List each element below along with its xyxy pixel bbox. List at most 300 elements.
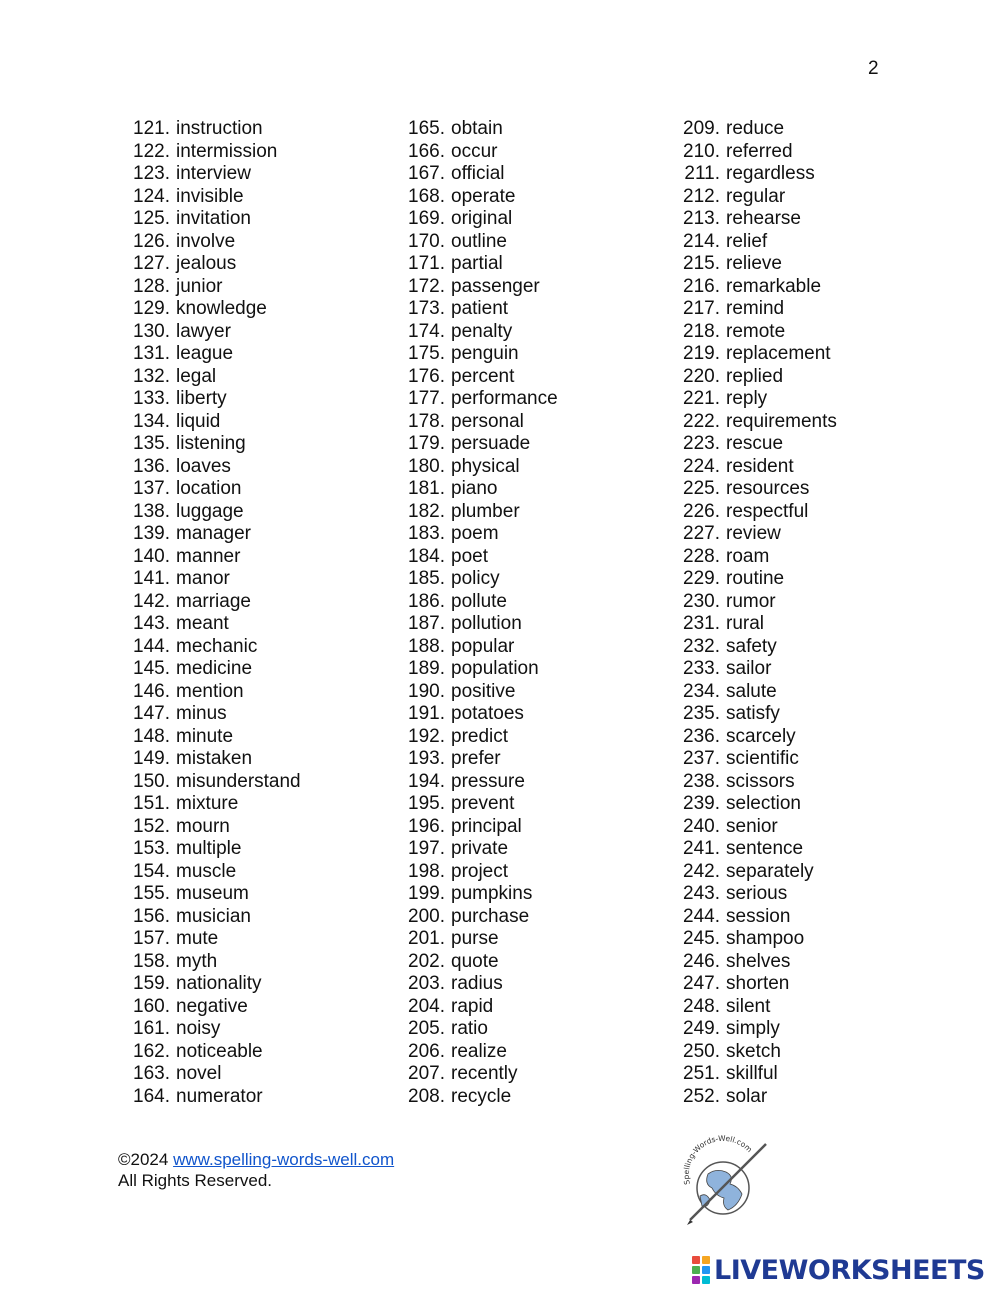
word-text: sketch — [726, 1040, 781, 1062]
word-list-item — [110, 1086, 301, 1109]
word-list-item — [660, 411, 837, 434]
word-list-item — [660, 478, 837, 501]
word-text: loaves — [176, 455, 231, 477]
word-list-item — [660, 141, 837, 164]
liveworksheets-brand-text: LIVEWORKSHEETS — [714, 1254, 985, 1286]
word-text: penalty — [451, 320, 513, 342]
word-number: 175. — [408, 343, 445, 364]
word-number: 197. — [408, 838, 445, 859]
word-list-item — [110, 973, 301, 996]
word-number: 187. — [408, 613, 445, 634]
word-list-item — [385, 568, 558, 591]
word-number: 230. — [683, 590, 720, 612]
word-list-item — [110, 456, 301, 479]
word-text: mourn — [176, 815, 230, 837]
word-list-item — [110, 343, 301, 366]
word-list-item — [110, 883, 301, 906]
word-column-3 — [660, 118, 837, 1108]
word-list-item — [110, 276, 301, 299]
word-list-item — [660, 298, 837, 321]
word-list-item — [660, 208, 837, 231]
word-text: manager — [176, 523, 251, 544]
word-list-item — [660, 456, 837, 479]
word-text: prevent — [451, 793, 515, 814]
spelling-words-well-logo — [668, 1126, 778, 1226]
word-list-item — [660, 861, 837, 884]
word-number: 189. — [408, 658, 445, 679]
word-number: 140. — [133, 545, 170, 567]
word-list-item — [110, 433, 301, 456]
word-number: 174. — [408, 320, 445, 342]
word-number: 193. — [408, 748, 445, 769]
word-text: obtain — [451, 118, 503, 139]
word-list-item — [385, 118, 558, 141]
word-list-item — [660, 906, 837, 929]
word-list-item — [660, 883, 837, 906]
word-list-item — [385, 163, 558, 186]
word-list-item — [385, 411, 558, 434]
word-text: resident — [726, 455, 794, 477]
word-number: 188. — [408, 635, 445, 657]
word-list-item — [660, 816, 837, 839]
word-text: realize — [451, 1040, 507, 1062]
word-text: league — [176, 343, 234, 364]
word-number: 238. — [683, 770, 720, 792]
word-number: 244. — [683, 905, 720, 927]
word-number: 185. — [408, 568, 445, 589]
word-text: shorten — [726, 973, 790, 994]
word-text: remind — [726, 298, 785, 319]
word-text: pumpkins — [451, 883, 533, 904]
word-text: museum — [176, 883, 249, 904]
word-list-item — [110, 861, 301, 884]
word-text: rehearse — [726, 208, 801, 229]
word-list-item — [660, 703, 837, 726]
word-list-item — [385, 613, 558, 636]
word-text: noisy — [176, 1018, 221, 1039]
word-text: quote — [451, 950, 499, 972]
word-list-item — [385, 906, 558, 929]
word-text: sailor — [726, 658, 772, 679]
word-list-item — [110, 1063, 301, 1086]
word-list-item — [660, 186, 837, 209]
word-list-item — [660, 501, 837, 524]
word-list-item — [385, 1063, 558, 1086]
word-number: 133. — [133, 388, 170, 409]
word-number: 225. — [683, 478, 720, 499]
word-list-item — [385, 433, 558, 456]
word-text: pollution — [451, 613, 522, 634]
word-text: performance — [451, 388, 558, 409]
word-list-item — [385, 681, 558, 704]
word-text: purchase — [451, 905, 530, 927]
word-text: numerator — [176, 1085, 263, 1107]
word-number: 123. — [133, 163, 170, 184]
word-text: mute — [176, 928, 219, 949]
word-list-item — [660, 568, 837, 591]
word-number: 125. — [133, 208, 170, 229]
word-text: pressure — [451, 770, 525, 792]
word-list-item — [385, 366, 558, 389]
word-text: penguin — [451, 343, 519, 364]
word-number: 250. — [683, 1040, 720, 1062]
word-number: 171. — [408, 253, 445, 274]
word-list-item — [385, 883, 558, 906]
word-number: 150. — [133, 770, 170, 792]
word-list-item — [660, 321, 837, 344]
word-list-item — [660, 546, 837, 569]
word-text: luggage — [176, 500, 244, 522]
word-list-item — [110, 568, 301, 591]
word-number: 168. — [408, 185, 445, 207]
word-text: remote — [726, 320, 786, 342]
word-text: salute — [726, 680, 777, 702]
word-list-item — [385, 343, 558, 366]
word-list-item — [110, 591, 301, 614]
word-number: 227. — [683, 523, 720, 544]
word-number: 252. — [683, 1085, 720, 1107]
word-list-item — [385, 928, 558, 951]
word-list-item — [110, 1041, 301, 1064]
word-text: ratio — [451, 1018, 488, 1039]
word-number: 154. — [133, 860, 170, 882]
word-number: 228. — [683, 545, 720, 567]
word-list-item — [110, 748, 301, 771]
word-number: 201. — [408, 928, 445, 949]
logo-square — [702, 1266, 710, 1274]
word-number: 170. — [408, 230, 445, 252]
footer — [118, 1149, 394, 1191]
word-text: minute — [176, 725, 234, 747]
word-number: 131. — [133, 343, 170, 364]
word-number: 152. — [133, 815, 170, 837]
word-column-1 — [110, 118, 301, 1108]
word-list-item — [660, 726, 837, 749]
word-number: 218. — [683, 320, 720, 342]
word-text: legal — [176, 365, 217, 387]
word-list-item — [110, 546, 301, 569]
word-list-item — [385, 636, 558, 659]
word-list-item — [110, 636, 301, 659]
word-number: 160. — [133, 995, 170, 1017]
word-number: 222. — [683, 410, 720, 432]
word-text: passenger — [451, 275, 540, 297]
word-text: shelves — [726, 950, 791, 972]
word-number: 210. — [683, 140, 720, 162]
word-text: regardless — [726, 163, 815, 184]
word-number: 235. — [683, 703, 720, 724]
word-number: 181. — [408, 478, 445, 499]
word-number: 126. — [133, 230, 170, 252]
liveworksheets-logo — [692, 1254, 985, 1286]
word-text: scissors — [726, 770, 795, 792]
word-number: 217. — [683, 298, 720, 319]
word-text: pollute — [451, 590, 507, 612]
word-text: reduce — [726, 118, 785, 139]
word-number: 178. — [408, 410, 445, 432]
word-number: 167. — [408, 163, 445, 184]
page-number: 2 — [868, 58, 879, 79]
word-number: 224. — [683, 455, 720, 477]
word-text: scientific — [726, 748, 799, 769]
word-list-item — [385, 1018, 558, 1041]
word-list-item — [660, 613, 837, 636]
word-text: instruction — [176, 118, 263, 139]
word-list-item — [385, 1086, 558, 1109]
word-number: 172. — [408, 275, 445, 297]
word-number: 204. — [408, 995, 445, 1017]
word-text: operate — [451, 185, 516, 207]
word-list-item — [110, 681, 301, 704]
word-list-item — [110, 771, 301, 794]
word-number: 248. — [683, 995, 720, 1017]
word-text: mixture — [176, 793, 239, 814]
word-number: 141. — [133, 568, 170, 589]
word-text: policy — [451, 568, 500, 589]
word-text: outline — [451, 230, 507, 252]
word-number: 192. — [408, 725, 445, 747]
word-text: plumber — [451, 500, 520, 522]
word-text: noticeable — [176, 1040, 263, 1062]
globe-arc-text: Spelling-Words-Well.com — [681, 1133, 754, 1186]
word-text: requirements — [726, 410, 837, 432]
word-text: referred — [726, 140, 793, 162]
word-text: resources — [726, 478, 810, 499]
word-list-item — [385, 996, 558, 1019]
word-number: 219. — [683, 343, 720, 364]
word-number: 251. — [683, 1063, 720, 1084]
word-list-item — [110, 906, 301, 929]
word-text: intermission — [176, 140, 278, 162]
logo-square — [692, 1266, 700, 1274]
word-text: liberty — [176, 388, 227, 409]
word-number: 138. — [133, 500, 170, 522]
word-list-item — [385, 523, 558, 546]
word-number: 183. — [408, 523, 445, 544]
word-text: simply — [726, 1018, 780, 1039]
word-number: 236. — [683, 725, 720, 747]
word-list-item — [385, 973, 558, 996]
word-text: multiple — [176, 838, 242, 859]
word-number: 166. — [408, 140, 445, 162]
logo-square — [692, 1256, 700, 1264]
word-number: 162. — [133, 1040, 170, 1062]
word-number: 184. — [408, 545, 445, 567]
word-text: poet — [451, 545, 488, 567]
word-number: 200. — [408, 905, 445, 927]
word-list-item — [660, 658, 837, 681]
word-list-item — [385, 546, 558, 569]
word-text: recycle — [451, 1085, 512, 1107]
word-text: mistaken — [176, 748, 253, 769]
word-number: 127. — [133, 253, 170, 274]
word-text: official — [451, 163, 505, 184]
word-number: 132. — [133, 365, 170, 387]
word-text: relieve — [726, 253, 782, 274]
word-text: serious — [726, 883, 788, 904]
word-list-item — [385, 276, 558, 299]
word-text: sentence — [726, 838, 804, 859]
word-number: 211. — [684, 163, 720, 184]
word-text: myth — [176, 950, 218, 972]
word-number: 232. — [683, 635, 720, 657]
word-text: replied — [726, 365, 784, 387]
word-list-item — [660, 928, 837, 951]
word-list-item — [660, 366, 837, 389]
word-text: safety — [726, 635, 777, 657]
word-number: 121. — [133, 118, 170, 139]
word-number: 233. — [683, 658, 720, 679]
word-number: 191. — [408, 703, 445, 724]
word-text: mechanic — [176, 635, 258, 657]
word-list-item — [110, 118, 301, 141]
word-text: meant — [176, 613, 229, 634]
word-number: 180. — [408, 455, 445, 477]
word-number: 242. — [683, 860, 720, 882]
word-text: misunderstand — [176, 770, 301, 792]
word-list-item — [385, 231, 558, 254]
word-text: muscle — [176, 860, 237, 882]
word-text: project — [451, 860, 509, 882]
word-list-item — [660, 748, 837, 771]
word-number: 234. — [683, 680, 720, 702]
word-list-item — [110, 501, 301, 524]
word-text: scarcely — [726, 725, 796, 747]
word-number: 203. — [408, 973, 445, 994]
word-number: 124. — [133, 185, 170, 207]
word-number: 202. — [408, 950, 445, 972]
word-text: patient — [451, 298, 509, 319]
word-number: 205. — [408, 1018, 445, 1039]
word-text: jealous — [176, 253, 237, 274]
word-number: 158. — [133, 950, 170, 972]
word-text: silent — [726, 995, 771, 1017]
word-number: 213. — [683, 208, 720, 229]
word-column-2 — [385, 118, 558, 1108]
word-text: predict — [451, 725, 509, 747]
website-link[interactable]: www.spelling-words-well.com — [173, 1150, 395, 1169]
word-list-item — [110, 1018, 301, 1041]
word-text: principal — [451, 815, 522, 837]
word-text: recently — [451, 1063, 518, 1084]
word-number: 137. — [133, 478, 170, 499]
word-number: 240. — [683, 815, 720, 837]
word-text: prefer — [451, 748, 501, 769]
word-number: 130. — [133, 320, 170, 342]
word-number: 241. — [683, 838, 720, 859]
word-number: 206. — [408, 1040, 445, 1062]
word-list-item — [385, 771, 558, 794]
word-list-item — [110, 478, 301, 501]
word-text: positive — [451, 680, 516, 702]
word-list-item — [385, 793, 558, 816]
logo-square — [692, 1276, 700, 1284]
word-number: 177. — [408, 388, 445, 409]
word-text: persuade — [451, 433, 531, 454]
word-list-item — [385, 141, 558, 164]
word-list-item — [660, 973, 837, 996]
word-number: 190. — [408, 680, 445, 702]
word-list-item — [385, 501, 558, 524]
word-list-item — [385, 388, 558, 411]
word-list-item — [660, 996, 837, 1019]
word-text: partial — [451, 253, 503, 274]
word-text: remarkable — [726, 275, 822, 297]
word-list-item — [385, 748, 558, 771]
word-list-item — [660, 343, 837, 366]
word-number: 247. — [683, 973, 720, 994]
word-list-item — [660, 253, 837, 276]
word-text: percent — [451, 365, 515, 387]
word-list-item — [110, 298, 301, 321]
word-text: selection — [726, 793, 801, 814]
word-number: 179. — [408, 433, 445, 454]
word-list-item — [110, 141, 301, 164]
word-text: population — [451, 658, 539, 679]
word-number: 134. — [133, 410, 170, 432]
word-number: 165. — [408, 118, 445, 139]
word-list-item — [385, 838, 558, 861]
word-list-item — [385, 861, 558, 884]
word-number: 139. — [133, 523, 170, 544]
word-list-item — [660, 771, 837, 794]
word-text: replacement — [726, 343, 831, 364]
word-list-item — [110, 186, 301, 209]
word-list-item — [110, 208, 301, 231]
word-text: nationality — [176, 973, 262, 994]
word-number: 195. — [408, 793, 445, 814]
word-number: 128. — [133, 275, 170, 297]
word-number: 122. — [133, 140, 170, 162]
word-text: medicine — [176, 658, 253, 679]
word-number: 216. — [683, 275, 720, 297]
word-list-item — [110, 793, 301, 816]
word-text: private — [451, 838, 509, 859]
word-number: 153. — [133, 838, 170, 859]
word-list-item — [110, 253, 301, 276]
word-number: 148. — [133, 725, 170, 747]
word-number: 143. — [133, 613, 170, 634]
word-text: session — [726, 905, 791, 927]
word-number: 186. — [408, 590, 445, 612]
word-number: 182. — [408, 500, 445, 522]
word-number: 176. — [408, 365, 445, 387]
word-text: invisible — [176, 185, 244, 207]
word-text: physical — [451, 455, 520, 477]
rights-text: All Rights Reserved. — [118, 1171, 273, 1190]
word-number: 155. — [133, 883, 170, 904]
word-text: knowledge — [176, 298, 267, 319]
word-text: solar — [726, 1085, 768, 1107]
word-text: original — [451, 208, 513, 229]
word-number: 237. — [683, 748, 720, 769]
word-number: 231. — [683, 613, 720, 634]
word-number: 157. — [133, 928, 170, 949]
word-text: interview — [176, 163, 251, 184]
logo-square — [702, 1256, 710, 1264]
word-number: 159. — [133, 973, 170, 994]
word-number: 146. — [133, 680, 170, 702]
word-text: manner — [176, 545, 241, 567]
word-list-item — [660, 276, 837, 299]
word-list-item — [110, 388, 301, 411]
word-list-item — [385, 1041, 558, 1064]
word-number: 129. — [133, 298, 170, 319]
word-text: involve — [176, 230, 236, 252]
word-text: manor — [176, 568, 230, 589]
word-number: 144. — [133, 635, 170, 657]
word-list-item — [110, 231, 301, 254]
